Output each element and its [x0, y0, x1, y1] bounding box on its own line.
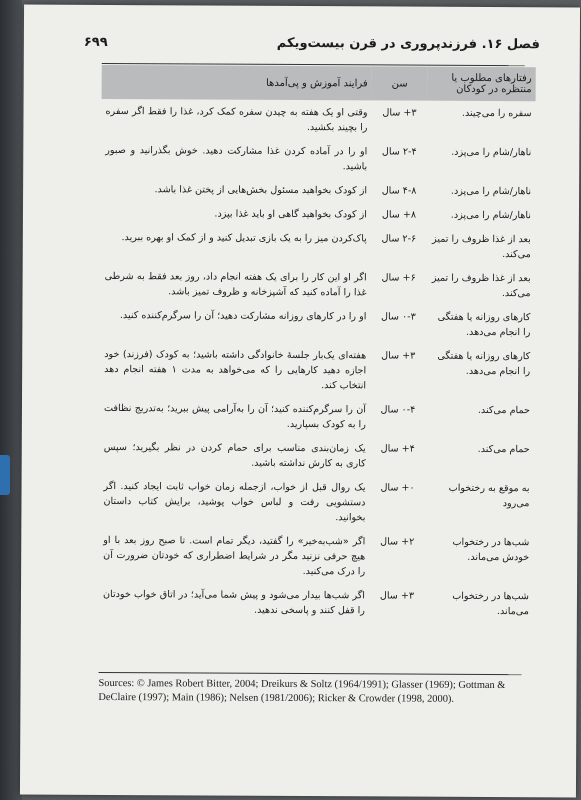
behavior-cell: شب‌ها در رختخواب می‌ماند.	[452, 590, 530, 618]
process-cell: اگر او این کار را برای یک هفته انجام داد، روز بعد فقط به شرطی غذا را آماده کنید که آشپزخانه و ظروف تمیز باشد.	[104, 270, 367, 299]
behavior-cell: ناهار/شام را می‌پزد.	[451, 146, 532, 159]
table-header-row	[102, 65, 536, 101]
table-row	[101, 177, 535, 203]
behavior-cell: سفره را می‌چیند.	[461, 107, 532, 120]
sources-note: Sources: © James Robert Bitter, 2004; Dreikurs & Soltz (1964/1991); Glasser (1969); Gottman & DeClaire (1997); Main (1986); Nelsen (1981/2006); Ricker & Crowder (1998, 2000).	[98, 677, 506, 705]
process-cell: از کودک بخواهید گاهی او باید غذا بپزد.	[214, 208, 368, 221]
table-row	[101, 264, 535, 305]
age-cell: ۰+ سال	[380, 482, 415, 494]
parenting-table	[99, 65, 536, 623]
table-row	[101, 225, 535, 266]
behavior-cell: بعد از غذا ظروف را تمیز می‌کند.	[432, 233, 531, 261]
behavior-cell: ناهار/شام را می‌پزد.	[450, 209, 532, 222]
behavior-cell: شب‌ها در رختخواب خودش می‌ماند.	[452, 536, 530, 564]
process-cell: اگر شب‌ها بیدار می‌شود و پیش شما می‌آید؛ در اتاق خواب خودتان را قفل کنند و پاسخی ندهید.	[102, 588, 366, 617]
table-row	[99, 474, 533, 530]
bottom-rule	[99, 672, 522, 675]
age-cell: ۸+ سال	[381, 209, 417, 221]
process-cell: پاک‌کردن میز را به یک بازی تبدیل کنید و از کمک او بهره ببرید.	[121, 232, 367, 245]
age-cell: ۴+ سال	[380, 443, 415, 455]
behavior-cell: حمام می‌کند.	[477, 443, 530, 456]
process-cell: وقتی او یک هفته به چیدن سفره کمک کرد، غذا را فقط اگر سفره را بچیند بکشید.	[105, 105, 368, 134]
age-cell: ۰-۴ سال	[380, 404, 416, 416]
age-cell: ۰-۳ سال	[381, 311, 416, 323]
behavior-cell: بعد از غذا ظروف را تمیز می‌کند.	[431, 272, 531, 300]
table-row	[99, 582, 533, 623]
table-row	[100, 303, 534, 344]
behavior-cell: ناهار/شام را می‌پزد.	[450, 185, 532, 198]
age-cell: ۲-۶ سال	[381, 233, 417, 245]
age-cell: ۳+ سال	[382, 107, 417, 119]
process-cell: اگر «شب‌به‌خیر» را گفتید، دیگر تمام است. تا صبح روز بعد با او هیچ حرفی نزنید مگر در شرایط اضطراری که خودتان ضرورت آن را درک می‌کنید.	[103, 534, 366, 578]
header-age: سن	[372, 66, 428, 100]
age-cell: ۳+ سال	[381, 350, 416, 362]
process-cell: او را در کارهای روزانه مشارکت دهید؛ آن را سرگرم‌کننده کنید.	[119, 310, 367, 323]
process-cell: او را در آماده کردن غذا مشارکت دهید. خوش بگذرانید و صبور باشید.	[105, 144, 368, 173]
behavior-cell: کارهای روزانه یا هفتگی را انجام می‌دهد.	[437, 311, 531, 339]
process-cell: یک روال قبل از خواب، ازجمله زمان خواب ثابت ایجاد کنید. اگر دستشویی رفت و لباس خواب پوشید، برایش کتاب داستان بخوانید.	[103, 480, 366, 524]
table-row	[100, 342, 534, 398]
age-cell: ۳+ سال	[379, 590, 415, 602]
age-cell: ۲+ سال	[380, 536, 415, 548]
page-header	[84, 35, 540, 52]
behavior-cell: حمام می‌کند.	[477, 404, 530, 417]
background-edge	[0, 0, 22, 800]
table-row	[99, 528, 533, 584]
table-row	[101, 99, 535, 140]
table-row	[101, 138, 535, 179]
table-row	[100, 396, 534, 437]
process-cell: هفته‌ای یک‌بار جلسهٔ خانوادگی داشته باشید؛ به کودک (فرزند) خود اجازه دهید کارهایی را که می‌خواهد به مدت ۱ هفته انجام دهد انتخاب کند.	[104, 348, 367, 392]
process-cell: آن را سرگرم‌کننده کنید؛ آن را به‌آرامی پیش ببرید؛ به‌تدریج نظافت را به کودک بسپارید.	[103, 402, 366, 431]
blue-tab-marker	[0, 455, 10, 495]
chapter-title: فصل ۱۶. فرزندپروری در قرن بیست‌ویکم	[276, 35, 540, 53]
behavior-cell: کارهای روزانه یا هفتگی را انجام می‌دهد.	[437, 350, 531, 378]
age-cell: ۴-۸ سال	[381, 185, 417, 197]
process-cell: یک زمان‌بندی مناسب برای حمام کردن در نظر بگیرید؛ سپس کاری به کارش نداشته باشید.	[103, 441, 366, 470]
age-cell: ۶+ سال	[381, 272, 416, 284]
table-row	[101, 201, 535, 227]
book-page	[20, 5, 580, 798]
table-row	[100, 435, 534, 476]
header-process: فرایند آموزش و پی‌آمدها	[102, 65, 372, 100]
page-number: ۶۹۹	[83, 34, 108, 50]
process-cell: از کودک بخواهید مسئول بخش‌هایی از پختن غذا باشد.	[154, 184, 368, 197]
age-cell: ۲-۴ سال	[381, 146, 417, 158]
header-behavior: رفتارهای مطلوب یا منتظره در کودکان	[428, 67, 536, 102]
behavior-cell: به موقع به رختخواب می‌رود	[448, 482, 530, 510]
